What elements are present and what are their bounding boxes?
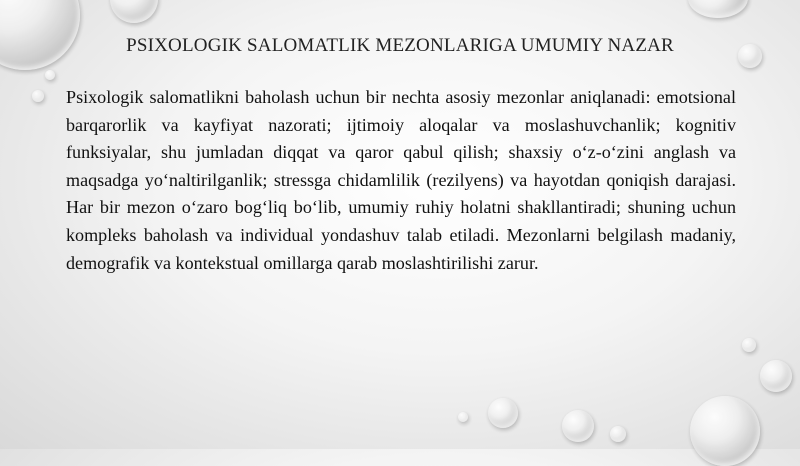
water-drop-decoration xyxy=(45,70,55,80)
water-drop-decoration xyxy=(690,396,760,466)
water-drop-decoration xyxy=(688,0,748,18)
water-drop-decoration xyxy=(610,426,626,442)
water-drop-decoration xyxy=(32,90,44,102)
water-drop-decoration xyxy=(458,412,468,422)
water-drop-decoration xyxy=(760,360,792,392)
slide-body-text: Psixologik salomatlikni baholash uchun bir nechta asosiy mezonlar aniqlanadi: emotsional barqarorlik va kayfiyat nazorati; ijtimoiy aloqalar va moslashuvchanlik; kognitiv funksiyalar, shu jumladan diqqat va qaror qabul qilish; shaxsiy o‘z-o‘zini anglash va maqsadga yo‘naltirilganlik; stressga chidamlilik (rezilyens) va hayotdan qoniqish darajasi. Har bir mezon o‘zaro bog‘liq bo‘lib, umumiy ruhiy holatni shakllantiradi; shuning uchun kompleks baholash va individual yondashuv talab etiladi. Mezonlarni belgilash madaniy, demografik va kontekstual omillarga qarab moslashtirilishi zarur. xyxy=(66,87,736,273)
slide-title: PSIXOLOGIK SALOMATLIK MEZONLARIGA UMUMIY NAZAR xyxy=(126,35,674,56)
water-drop-decoration xyxy=(488,398,518,428)
water-drop-decoration xyxy=(110,0,158,23)
water-drop-decoration xyxy=(562,410,594,442)
water-drop-decoration xyxy=(742,338,756,352)
